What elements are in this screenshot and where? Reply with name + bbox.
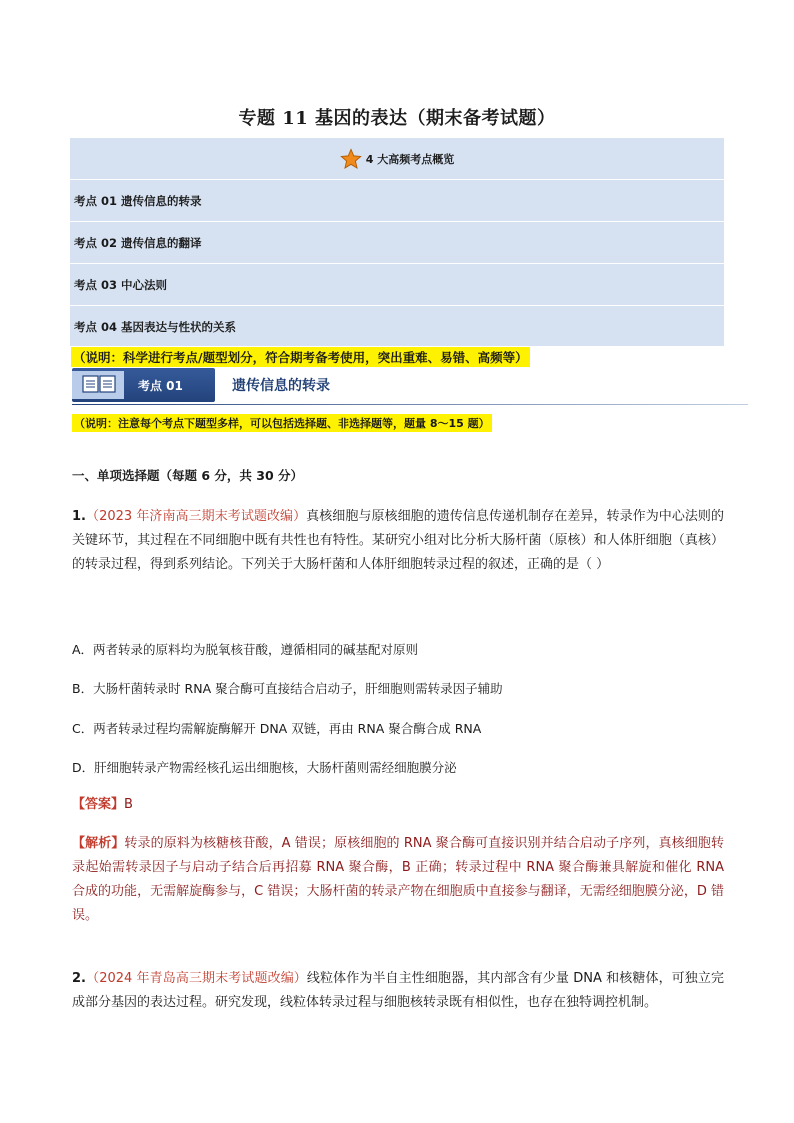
option-d: D．肝细胞转录产物需经核孔运出细胞核，大肠杆菌则需经细胞膜分泌 [72,760,457,775]
question-stem: 真核细胞与原核细胞的遗传信息传递机制存在差异，转录作为中心法则的关键环节，其过程在不同细胞中既有共性也有特性。某研究小组对比分析大肠杆菌（原核）和人体肝细胞（真核）的转录过程，得到系列结论。下列关于大肠杆菌和人体肝细胞转录过程的叙述，正确的是（ ） [72,509,724,572]
topics-overview-box [70,138,724,346]
overview-item: 考点 03 中心法则 [70,264,724,306]
answer-label: 【答案】 [72,797,125,812]
note-section: （说明：注意每个考点下题型多样，可以包括选择题、非选择题等，题量 8～15 题） [72,414,492,432]
explanation-label: 【解析】 [72,836,125,851]
section-title: 遗传信息的转录 [232,378,330,394]
question-number: 2. [72,971,86,986]
answer-line [72,793,133,812]
page-title: 专题 11 基因的表达（期末备考试题） [238,108,556,129]
book-icon [82,375,116,393]
question-source: （2023 年济南高三期末考试题改编） [85,509,307,524]
question-stem: 线粒体作为半自主性细胞器，其内部含有少量 DNA 和核糖体，可独立完成部分基因的表达过程。研究发现，线粒体转录过程与细胞核转录既有相似性，也存在独特调控机制。 [72,971,724,1010]
note-top: （说明：科学进行考点/题型划分，符合期考备考使用，突出重难、易错、高频等） [71,347,530,367]
question-2 [72,967,724,1015]
explanation [72,832,724,928]
section-divider [72,404,748,405]
section-badge: 考点 01 [138,379,183,393]
question-1 [72,505,724,577]
section-banner [72,368,215,402]
question-number: 1. [72,509,86,524]
option-b: B．大肠杆菌转录时 RNA 聚合酶可直接结合启动子，肝细胞则需转录因子辅助 [72,681,503,696]
overview-header [70,138,724,180]
overview-item: 考点 02 遗传信息的翻译 [70,222,724,264]
explanation-text: 转录的原料为核糖核苷酸，A 错误；原核细胞的 RNA 聚合酶可直接识别并结合启动子序列，真核细胞转录起始需转录因子与启动子结合后再招募 RNA 聚合酶，B 正确；转录过程中 RNA 聚合酶兼具解旋和催化 RNA 合成的功能，无需解旋酶参与，C 错误；大肠杆菌的转录产物在细胞质中直接参与翻译，无需经细胞膜分泌，D 错误。 [72,836,724,923]
part-heading: 一、单项选择题（每题 6 分，共 30 分） [72,468,304,483]
overview-item: 考点 01 遗传信息的转录 [70,180,724,222]
overview-heading: 4 大高频考点概览 [365,152,455,166]
star-icon [340,148,362,170]
overview-item: 考点 04 基因表达与性状的关系 [74,319,237,334]
option-c: C．两者转录过程均需解旋酶解开 DNA 双链，再由 RNA 聚合酶合成 RNA [72,721,482,736]
question-source: （2024 年青岛高三期末考试题改编） [85,971,307,986]
answer-value: B [124,797,133,812]
option-a: A．两者转录的原料均为脱氧核苷酸，遵循相同的碱基配对原则 [72,642,419,657]
